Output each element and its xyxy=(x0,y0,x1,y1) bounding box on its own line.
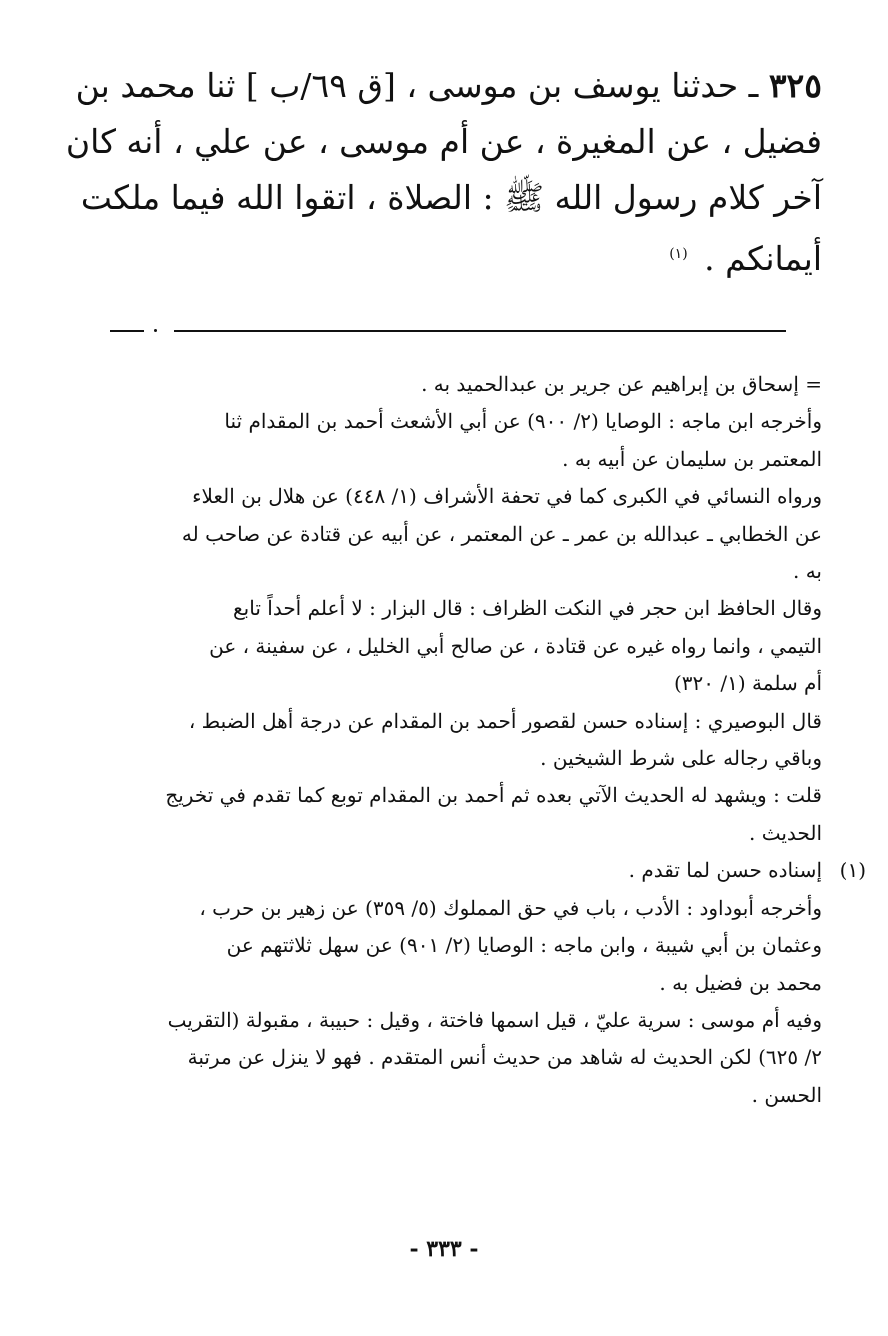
footnote-line: التيمي ، وانما رواه غيره عن قتادة ، عن صالح أبي الخليل ، عن سفينة ، عن xyxy=(209,633,822,658)
separator-dot xyxy=(154,329,157,332)
hadith-line-text: أيمانكم . xyxy=(704,239,822,278)
separator-line xyxy=(174,330,786,332)
page-number: - ٣٣٣ - xyxy=(409,1236,479,1262)
footnote-line: إسناده حسن لما تقدم . xyxy=(628,858,822,883)
footnote-line: قال البوصيري : إسناده حسن لقصور أحمد بن المقدام عن درجة أهل الضبط ، xyxy=(188,708,822,733)
footnote-line: وباقي رجاله على شرط الشيخين . xyxy=(540,746,822,771)
hadith-line-4 xyxy=(110,226,822,287)
hadith-line-1 xyxy=(75,58,822,114)
footnote-line: وقال الحافظ ابن حجر في النكت الظراف : قال البزار : لا أعلم أحداً تابع xyxy=(233,596,822,621)
footnotes-section xyxy=(108,366,866,1114)
footnote-line: ورواه النسائي في الكبرى كما في تحفة الأشراف (١/ ٤٤٨) عن هلال بن العلاء xyxy=(192,484,822,509)
footnote-line: ٢/ ٦٢٥) لكن الحديث له شاهد من حديث أنس المتقدم . فهو لا ينزل عن مرتبة xyxy=(187,1045,822,1070)
footnote-separator xyxy=(110,330,786,332)
footnote-reference: (١) xyxy=(669,246,688,262)
footnote-continuation xyxy=(108,366,822,852)
footnote-line: قلت : ويشهد له الحديث الآتي بعده ثم أحمد بن المقدام توبع كما تقدم في تخريج xyxy=(165,783,822,808)
footnote-line: محمد بن فضيل به . xyxy=(659,970,822,995)
footnote-line: به . xyxy=(792,559,822,584)
footnote-line: وعثمان بن أبي شيبة ، وابن ماجه : الوصايا (٢/ ٩٠١) عن سهل ثلاثتهم عن xyxy=(226,933,822,958)
footnote-line: الحسن . xyxy=(751,1082,822,1107)
separator-dash xyxy=(110,330,144,332)
footnote-line: عن الخطابي ـ عبدالله بن عمر ـ عن المعتمر ، عن أبيه عن قتادة عن صاحب له xyxy=(181,521,822,546)
footnote-line: المعتمر بن سليمان عن أبيه به . xyxy=(562,446,822,471)
hadith-text xyxy=(65,58,822,287)
footnote-line: وفيه أم موسى : سرية عليّ ، قيل اسمها فاختة ، وقيل : حبيبة ، مقبولة (التقريب xyxy=(167,1007,822,1032)
footnote-line: = إسحاق بن إبراهيم عن جرير بن عبدالحميد به . xyxy=(421,372,822,396)
footnote-line: الحديث . xyxy=(749,820,822,845)
footnote-line: وأخرجه أبوداود : الأدب ، باب في حق المملوك (٥/ ٣٥٩) عن زهير بن حرب ، xyxy=(199,895,822,920)
hadith-number: ٣٢٥ xyxy=(768,66,822,105)
footnote-line: أم سلمة (١/ ٣٢٠) xyxy=(673,671,822,696)
footnote-marker: (١) xyxy=(839,858,866,883)
hadith-line-3: آخر كلام رسول الله ﷺ : الصلاة ، اتقوا الله فيما ملكت xyxy=(80,178,822,217)
hadith-number-dash: ـ xyxy=(738,66,759,105)
hadith-line-text: حدثنا يوسف بن موسى ، [ق ٦٩/ب ] ثنا محمد بن xyxy=(75,66,739,105)
footnote-1 xyxy=(108,852,866,1114)
hadith-line-2: فضيل ، عن المغيرة ، عن أم موسى ، عن علي ، أنه كان xyxy=(65,122,822,161)
footnote-line: وأخرجه ابن ماجه : الوصايا (٢/ ٩٠٠) عن أبي الأشعث أحمد بن المقدام ثنا xyxy=(224,409,822,434)
